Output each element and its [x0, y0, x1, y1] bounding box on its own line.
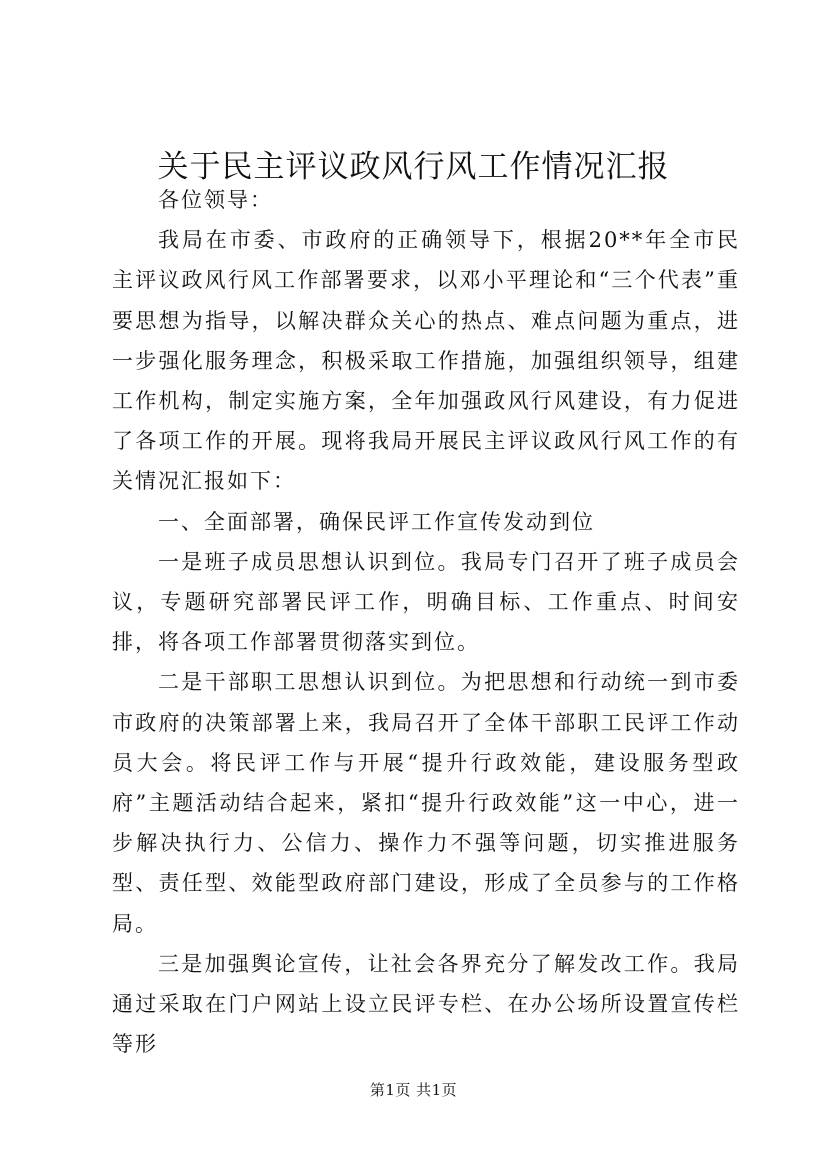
salutation: 各位领导： — [158, 188, 273, 212]
paragraph-intro: 我局在市委、市政府的正确领导下，根据20**年全市民主评议政风行风工作部署要求，以邓小平理论和“三个代表”重要思想为指导，以解决群众关心的热点、难点问题为重点，进一步强化服务理念，积极采取工作措施，加强组织领导，组建工作机构，制定实施方案，全年加强政风行风建设，有力促进了各项工作的开展。现将我局开展民主评议政风行风工作的有关情况汇报如下： — [112, 228, 740, 494]
document-body — [112, 180, 740, 1064]
page-footer: 第1页 共1页 — [369, 1081, 458, 1099]
document-title: 关于民主评议政风行风工作情况汇报 — [157, 149, 670, 185]
paragraph-point-2: 二是干部职工思想认识到位。为把思想和行动统一到市委市政府的决策部署上来，我局召开了全体干部职工民评工作动员大会。将民评工作与开展“提升行政效能，建设服务型政府”主题活动结合起来，紧扣“提升行政效能”这一中心，进一步解决执行力、公信力、操作力不强等问题，切实推进服务型、责任型、效能型政府部门建设，形成了全员参与的工作格局。 — [112, 670, 740, 936]
paragraph-point-3: 三是加强舆论宣传，让社会各界充分了解发改工作。我局通过采取在门户网站上设立民评专栏、在办公场所设置宣传栏等形 — [112, 951, 740, 1057]
section-heading-1: 一、全面部署，确保民评工作宣传发动到位 — [158, 509, 595, 534]
paragraph-point-1: 一是班子成员思想认识到位。我局专门召开了班子成员会议，专题研究部署民评工作，明确目标、工作重点、时间安排，将各项工作部署贯彻落实到位。 — [112, 549, 740, 655]
